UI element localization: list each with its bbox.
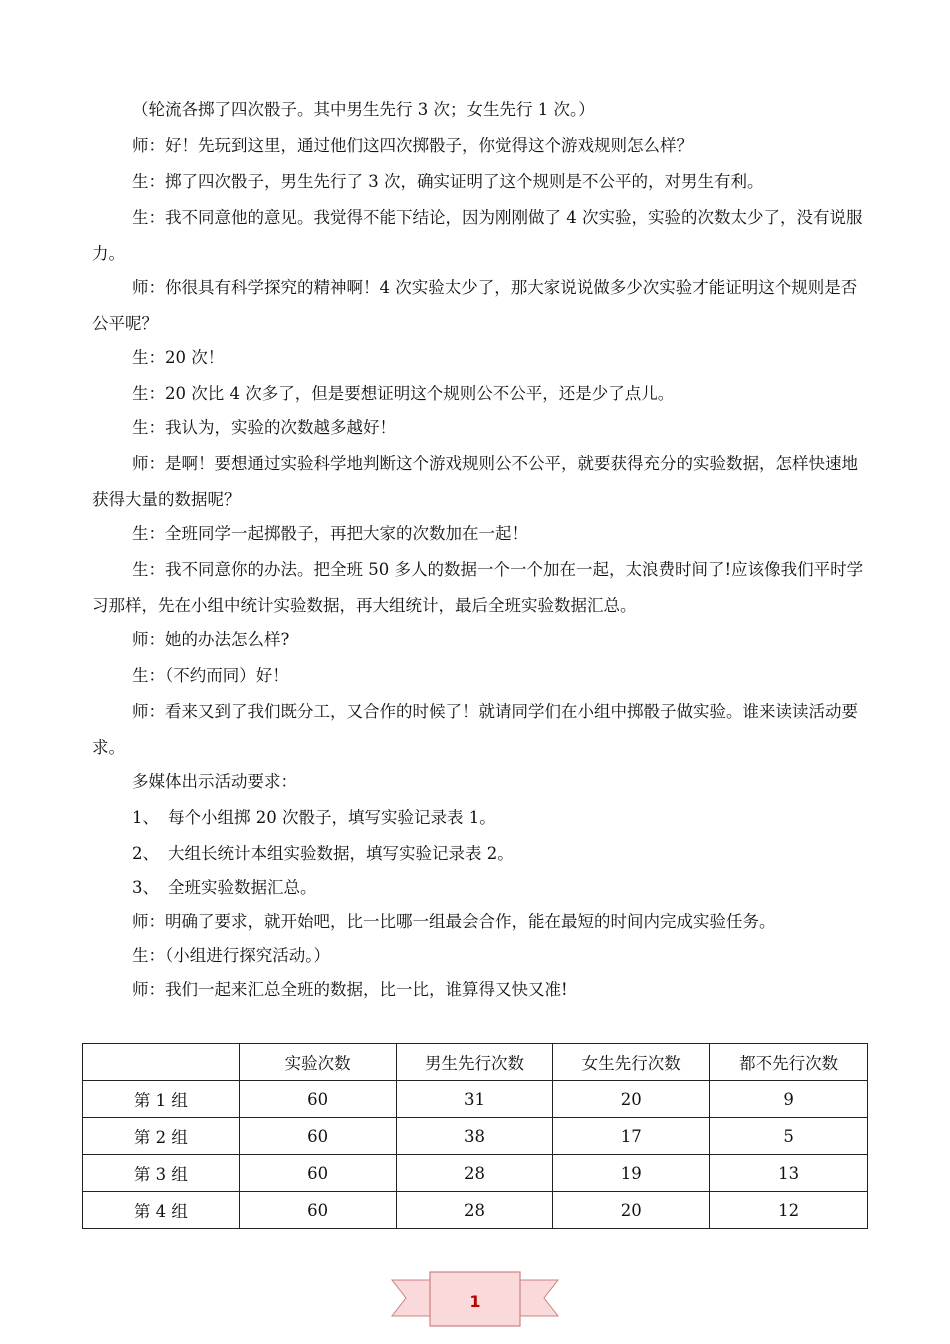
table-cell: 19 — [553, 1155, 710, 1192]
row-label: 第 2 组 — [83, 1118, 240, 1155]
dialogue-line: 师：是啊！要想通过实验科学地判断这个游戏规则公不公平，就要获得充分的实验数据，怎样快速地获得大量的数据呢？ — [92, 454, 858, 509]
requirement-number: 2、 — [132, 844, 159, 863]
dialogue-line: 生：掷了四次骰子，男生先行了 3 次，确实证明了这个规则是不公平的，对男生有利。 — [132, 172, 764, 191]
requirement-item — [132, 836, 514, 872]
page-number: 1 — [469, 1292, 481, 1311]
header-cell-blank — [83, 1044, 240, 1081]
narration-line: （轮流各掷了四次骰子。其中男生先行 3 次；女生先行 1 次。） — [132, 100, 595, 119]
dialogue-line: 师：我们一起来汇总全班的数据，比一比，谁算得又快又准! — [132, 980, 568, 999]
header-cell: 男生先行次数 — [396, 1044, 553, 1081]
dialogue-line: 生：20 次比 4 次多了，但是要想证明这个规则公不公平，还是少了点儿。 — [132, 384, 675, 403]
requirement-text: 全班实验数据汇总。 — [168, 878, 317, 897]
section-intro: 多媒体出示活动要求： — [132, 772, 297, 791]
table-cell: 60 — [239, 1118, 396, 1155]
table-cell: 38 — [396, 1118, 553, 1155]
dialogue-line: 师：明确了要求，就开始吧，比一比哪一组最会合作，能在最短的时间内完成实验任务。 — [132, 912, 776, 931]
table-cell: 60 — [239, 1155, 396, 1192]
table-cell: 31 — [396, 1081, 553, 1118]
table-row — [83, 1118, 868, 1155]
dialogue-line: 生：（不约而同）好！ — [132, 666, 289, 685]
requirement-text: 大组长统计本组实验数据，填写实验记录表 2。 — [168, 844, 514, 863]
table-header-row — [83, 1044, 868, 1081]
header-cell: 都不先行次数 — [710, 1044, 868, 1081]
row-label: 第 4 组 — [83, 1192, 240, 1229]
table-row — [83, 1081, 868, 1118]
dialogue-line: 生：全班同学一起掷骰子，再把大家的次数加在一起！ — [132, 524, 528, 543]
table-cell: 28 — [396, 1192, 553, 1229]
dialogue-line: 师：她的办法怎么样? — [132, 630, 290, 649]
table-row — [83, 1155, 868, 1192]
experiment-data-table — [82, 1043, 868, 1229]
row-label: 第 1 组 — [83, 1081, 240, 1118]
table-cell: 28 — [396, 1155, 553, 1192]
table-row — [83, 1192, 868, 1229]
dialogue-line: 生：（小组进行探究活动。） — [132, 946, 330, 965]
table-cell: 20 — [553, 1192, 710, 1229]
table-cell: 9 — [710, 1081, 868, 1118]
table-cell: 12 — [710, 1192, 868, 1229]
table-cell: 60 — [239, 1192, 396, 1229]
dialogue-line: 生：我不同意他的意见。我觉得不能下结论，因为刚刚做了 4 次实验，实验的次数太少了，没有说服力。 — [92, 208, 863, 263]
header-cell: 女生先行次数 — [553, 1044, 710, 1081]
requirement-item — [132, 800, 496, 836]
table-cell: 20 — [553, 1081, 710, 1118]
page-number-footer — [390, 1270, 560, 1332]
table-cell: 17 — [553, 1118, 710, 1155]
row-label: 第 3 组 — [83, 1155, 240, 1192]
table-cell: 5 — [710, 1118, 868, 1155]
header-cell: 实验次数 — [239, 1044, 396, 1081]
dialogue-line: 生：20 次！ — [132, 348, 225, 367]
requirement-text: 每个小组掷 20 次骰子，填写实验记录表 1。 — [168, 808, 496, 827]
table-cell: 60 — [239, 1081, 396, 1118]
dialogue-line: 生：我不同意你的办法。把全班 50 多人的数据一个一个加在一起，太浪费时间了!应该像我们平时学习那样，先在小组中统计实验数据，再大组统计，最后全班实验数据汇总。 — [92, 560, 864, 615]
table-cell: 13 — [710, 1155, 868, 1192]
requirement-number: 3、 — [132, 878, 159, 897]
dialogue-line: 师：你很具有科学探究的精神啊！4 次实验太少了，那大家说说做多少次实验才能证明这个规则是否公平呢？ — [92, 278, 858, 333]
requirement-number: 1、 — [132, 808, 159, 827]
dialogue-line: 师：好！先玩到这里，通过他们这四次掷骰子，你觉得这个游戏规则怎么样？ — [132, 136, 693, 155]
dialogue-line: 师：看来又到了我们既分工，又合作的时候了！就请同学们在小组中掷骰子做实验。谁来读读活动要求。 — [92, 702, 858, 757]
dialogue-line: 生：我认为，实验的次数越多越好！ — [132, 418, 396, 437]
requirement-item — [132, 870, 317, 906]
